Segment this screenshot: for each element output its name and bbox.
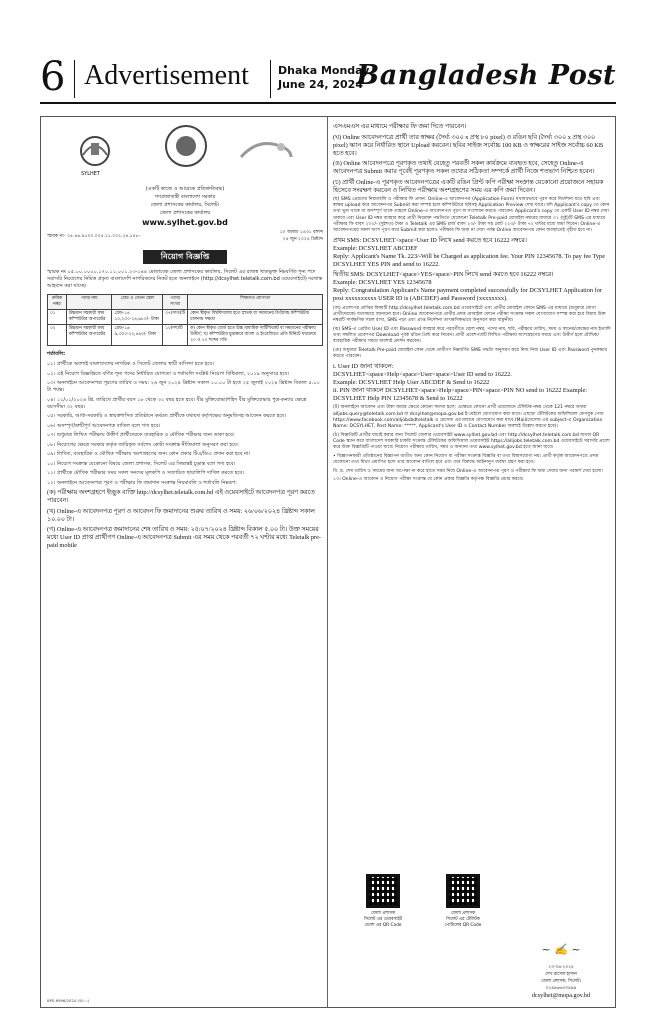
header-website[interactable]: www.sylhet.gov.bd <box>142 218 228 227</box>
masthead <box>40 52 616 104</box>
sms-reply-2: Reply: Congratulation Applicant's Name payment completed successfully for DCSYLHET Application for post xxxxxxxxxx USER ID is (ABCDEF) and Password (xxxxxxxx). <box>333 287 602 303</box>
list-item: বি. দ্র. শেষ তারিখ ও সময়ের জন্য অপেক্ষা না করে হাতে সময় নিয়ে Online-এ আবেদনপত্র পূরণ ও পরীক্ষার ফি জমা দেয়ার জন্য পরামর্শ দেয়া হলো। <box>333 468 604 474</box>
sms-example-2: Example: DCSYLHET YES 12345678 <box>333 279 432 287</box>
qr-caption: জেলা প্রশাসক <box>370 911 396 916</box>
table-cell: গ্রেড-১৬ ৯,৩০০-২২,৪৯০/- টাকা <box>112 325 163 346</box>
sms-reply-1: Reply: Applicant's Name Tk. 223/-Will be Charged as application fee. Your PIN 12345678. To pay fee Type DCSYLHET YES PIN and send to 16222. <box>333 252 606 268</box>
memo-date-bangla: ১০ আষাঢ় ১৪৩১ বঙ্গাব্দ <box>279 230 323 235</box>
sms-instruction-1: প্রথম SMS: DCSYLHET<space>User ID লিখে send করতে হবে 16222 নম্বরে। <box>333 236 527 244</box>
memo-number: স্মারক নং- ০৫.৪৬.৯১০০.০০৫.১১.০০২.২৪.১৪৮- <box>47 234 141 239</box>
table-cell: ১০(দশ)টি <box>163 325 188 346</box>
list-item: (ক) পরীক্ষায় অংশগ্রহণে ইচ্ছুক ব্যক্তি http://dcsylhet.teletalk.com.bd এই ওয়েবসাইটে আবেদনপত্র পূরণ করতে পারবেন। <box>47 489 315 504</box>
list-item: ১১। প্রার্থীকে মৌখিক পরীক্ষার সময় সকল সনদের মূলকপি ও সত্যায়িত ছায়ালিপি দাখিল করতে হবে। <box>47 470 244 476</box>
qr-caption: সিলেট এর টেলিটক <box>446 917 480 922</box>
table-cell: উচ্চমান সহকারী কাম কম্পিউটার অপারেটর <box>66 325 112 346</box>
qr-code-icon[interactable] <box>446 874 480 908</box>
government-seal-icon <box>165 125 207 167</box>
list-item: (ঞ) শুধুমাত্র Teletalk Pre-paid মোবাইল ফোন থেকে প্রার্থীগণ নিম্নবর্ণিত SMS পদ্ধতি অনুসরণ করে নিজ নিজ User ID এবং Password পুনরুদ্ধার করতে পারবেন। <box>333 347 608 360</box>
signer-date: ২৩-০৬-২০২৪ <box>548 965 574 970</box>
list-item: ০৫। সরকারি, আধা-সরকারি ও স্বায়ত্তশাসিত প্রতিষ্ঠানে কর্মরত প্রার্থীকে যথাযথ কর্তৃপক্ষের অনুমতিসহ আবেদন করতে হবে। <box>47 413 286 419</box>
table-header-row <box>48 295 323 310</box>
qr-caption: পোর্টালের QR Code <box>444 923 482 928</box>
list-item: (ছ) SMS প্রেরণের নিয়মাবলি ও পরীক্ষার ফি প্রদান: Online-এ আবেদনপত্র (Application Form) যথাযথভাবে পূরণ করে নির্দেশনা মতে ছবি এবং স্বাক্ষর upload করে আবেদনপত্র Submit করা সম্পন্ন হলে কম্পিউটারে ছবিসহ Application Preview দেখা যাবে। যদি Applicant's copy তে কোন তথ্য ভুল থাকে বা অসম্পূর্ণ থাকে তাহলে Online-এ আবেদনপত্র পূরণ বা সংশোধন করতে পারবেন। Applicant's copy তে একটি User ID নম্বর দেয়া থাকবে এবং User ID নম্বর ব্যবহার করে প্রার্থী নিম্নোক্ত পদ্ধতিতে যেকোনো Teletalk Pre-paid মোবাইল নম্বরের মাধ্যমে ০২ (দুই)টি SMS এর মাধ্যমে পরীক্ষার ফি বাবদ ২০০/- (দুইশত) টাকা ও Teletalk এর SMS চার্জ বাবদ ২৩/- টাকা সহ মোট ২২৩/- টাকা ৭২ ঘণ্টার মধ্যে জমা দিবেন। Online-এ আবেদনপত্রের সকল অংশ পূরণ করে Submit করা হলেও পরীক্ষার ফি জমা না দেয়া পর্যন্ত Online আবেদনপত্র কোন অবস্থাতেই গৃহীত হবে না। <box>333 197 610 234</box>
right-column <box>333 123 611 1001</box>
list-item: (জ) প্রবেশপত্র প্রাপ্তির বিষয়টি http://dcsylhet.teletalk.com.bd ওয়েবসাইটে এবং প্রার্থীর মোবাইল ফোনে SMS এর মাধ্যমে (শুধুমাত্র যোগ্য প্রার্থীদেরকে) যথাসময়ে জানানো হবে। Online আবেদনপত্রে প্রার্থীর প্রদত্ত মোবাইল ফোনে পরীক্ষা সংক্রান্ত সকল যোগাযোগ সম্পন্ন করা হবে বিধায় উক্ত নম্বরটি সার্বক্ষণিক সচল রাখা, SMS পড়া এবং প্রাপ্ত নির্দেশনা তাৎক্ষণিকভাবে অনুসরণ করা বাঞ্ছনীয়। <box>333 305 606 324</box>
header-government: গণপ্রজাতন্ত্রী বাংলাদেশ সরকার <box>154 194 216 200</box>
posts-table <box>47 294 323 346</box>
list-item: ০১। প্রার্থীকে অবশ্যই বাংলাদেশের নাগরিক ও সিলেট জেলার স্থায়ী বাসিন্দা হতে হবে। <box>47 361 215 367</box>
signer-email[interactable]: dcsylhet@mopa.gov.bd <box>531 992 591 999</box>
office-header <box>47 185 323 229</box>
table-row <box>48 310 323 325</box>
list-item: ০৪। ১১/০১/২০২৪ খ্রি. তারিখে প্রার্থীর বয়স ১৮ থেকে ৩২ বছর হতে হবে। বীর মুক্তিযোদ্ধা/শহিদ বীর মুক্তিযোদ্ধার পুত্র-কন্যার ক্ষেত্রে বয়সসীমা ৩২ বছর। <box>47 396 307 410</box>
qr-code-teletalk[interactable] <box>433 874 493 929</box>
list-item: ০৮। নিয়োগের ক্ষেত্রে সরকার কর্তৃক জারিকৃত সর্বশেষ কোটা সংক্রান্ত নীতিমালা অনুসরণ করা হবে। <box>47 441 239 448</box>
list-item: এসএমএস এর মাধ্যমে পরীক্ষার ফি জমা দিতে পারবেন। <box>333 123 467 130</box>
recover-user-id-example: Example: DCSYLHET Help User ABCDEF & Send to 16222 <box>333 378 490 386</box>
qr-caption: সিলেট এর ওয়েবসাইট <box>363 917 403 922</box>
list-item: (ঠ) বিজ্ঞপ্তিটি প্রার্থীর যাচাই করার জন্য সিলেট জেলার ওয়েবসাইট www.sylhet.gov.bd এবং http://dcsylhet.teletalk.com.bd অথবা QR Code স্ক্যান করে বাংলাদেশ সরকারি চাকরি সংক্রান্ত টেলিটকের অফিসিয়াল ওয়েবসাইট https://alljobs.teletalk.com.bd ওয়েবসাইটে সরাসরি প্রবেশ করে উক্ত বিজ্ঞপ্তিটি পাওয়া যাবে। নিয়োগ পরীক্ষার তারিখ, সময় ও অন্যান্য তথ্য www.sylhet.gov.bd হতে জানা যাবে। <box>333 432 610 451</box>
sms-instruction-2: দ্বিতীয় SMS: DCSYLHET<space>YES<space>PIN লিখে send করতে হবে 16222 নম্বরে। <box>333 271 554 279</box>
signer-name: শেখ রাসেল হাসান <box>545 972 577 977</box>
newspaper-logo: Bangladesh Post <box>356 60 616 91</box>
list-item: (খ) Online-এ আবেদনপত্র পূরণ ও আবেদন ফি জমাদানের শুরুর তারিখ ও সময়: ২৬/০৬/২০২৪ খ্রিষ্টাব্দ সকাল ১০.০০ টা। <box>47 507 315 523</box>
left-column <box>47 123 323 1001</box>
intro-paragraph: স্মারক নং ০৫.০০.০০০০.১৭০.১১.০০১.২৩-১৪৪ মোতাবেক জেলা প্রশাসকের কার্যালয়, সিলেট এর রাজস্ব খাতভুক্ত নিম্নবর্ণিত শূন্য পদে সরাসরি নিয়োগের নিমিত্ত প্রকৃত বাংলাদেশি নাগরিকদের নিকট হতে অনলাইনে (http://dcsylhet.teletalk.com.bd ওয়েবসাইটে) দরখাস্ত আহবান করা যাচ্ছে। <box>47 269 323 289</box>
recover-user-id-command: DCSYLHET<space>Help<space>User<space>User ID send to 16222. <box>333 370 512 378</box>
masthead-divider <box>270 60 271 98</box>
conditions-list <box>47 361 323 487</box>
page-number: 6 <box>40 54 66 100</box>
notice-title: নিয়োগ বিজ্ঞপ্তি <box>143 250 227 264</box>
qr-code-website[interactable] <box>353 874 413 929</box>
list-item: ১৩। Online-এ আবেদন ও নিয়োগ পরীক্ষা সংক্রান্ত যে কোন প্রকার বিজ্ঞপ্তি কর্তৃপক্ষ বিজ্ঞপ্তি প্রচার করবে। <box>333 477 524 483</box>
table-cell: ক) কোন স্বীকৃত বোর্ড হতে উচ্চ মাধ্যমিক সার্টিফিকেট বা সমমানের পরীক্ষায় উত্তীর্ণ; খ) কম্পিউটার মুদ্রাক্ষরে বাংলা ও ইংরেজিতে প্রতি মিনিটে যথাক্রমে ২০ ও ২০ শব্দের গতি <box>188 325 323 346</box>
warning-note: • বিজ্ঞাপনকারী প্রতিষ্ঠানের বিজ্ঞাপন ব্যতীত অন্য কোন নিয়োগ বা পরীক্ষা সংক্রান্ত বিজ্ঞপ্তি বা তথ্য বিশ্বাসযোগ্য নয়। প্রার্থী কর্তৃক আবেদনপত্রে প্রদত্ত যেকোনো তথ্য মিথ্যা প্রমাণিত হলে তার আবেদন বাতিল হবে এবং তার বিরুদ্ধে আইনানুগ ব্যবস্থা গ্রহণ করা হবে। <box>333 453 599 465</box>
table-header: পদের নাম <box>66 295 112 310</box>
list-item: ০৩। অনলাইনে আবেদনপত্র পূরণের তারিখ ও সময়: ২৬ জুন ২০২৪ খ্রিষ্টাব্দ সকাল ১০.০০ টা হতে ২৫ জুলাই ২০২৪ খ্রিষ্টাব্দ বিকাল ৫.০০ টা পর্যন্ত। <box>47 380 320 393</box>
memo-row <box>47 229 323 247</box>
list-item: (ঘ) Online আবেদনপত্রে প্রার্থী তার স্বাক্ষর (দৈর্ঘ্য ৩০০ x প্রস্থ ৮০ pixel) ও রঙিন ছবি (দৈর্ঘ্য ৩০০ x প্রস্থ ৩০০ pixel) স্ক্যান করে নির্ধারিত স্থানে Upload করবেন। ছবির সাইজ সর্বোচ্চ 100 KB ও স্বাক্ষরের সাইজ সর্বোচ্চ 60 KB হতে হবে। <box>333 133 604 157</box>
signer-phone: ০২৯৯৬৬৩৩৯৯৯ <box>545 986 577 991</box>
table-header: ক্রমিক নম্বর <box>48 295 67 310</box>
list-item: (চ) প্রার্থী Online-এ পূরণকৃত আবেদনপত্রের একটি রঙিন প্রিন্ট কপি পরীক্ষা সংক্রান্ত যেকোনো প্রয়োজনে সহায়ক হিসেবে সংরক্ষণ করবেন ও লিখিত পরীক্ষায় অংশগ্রহণের সময় এর কপি জমা দিবেন। <box>333 178 604 194</box>
qr-caption: জেলা প্রশাসক <box>450 911 476 916</box>
table-cell: ০৭(সাত)টি <box>163 310 188 325</box>
memo-date-english: ২৪ জুন ২০২৪ খ্রিষ্টাব্দ <box>282 237 323 242</box>
signer-title: জেলা প্রশাসক, সিলেট। <box>541 979 581 984</box>
table-header: শিক্ষাগত যোগ্যতা <box>188 295 323 310</box>
list-item: ০৯। লিখিত, ব্যবহারিক ও মৌখিক পরীক্ষায় অংশগ্রহণের জন্য কোন প্রকার টিএ/ডিএ প্রদান করা হবে না। <box>47 451 251 457</box>
online-rules <box>47 489 323 550</box>
table-cell: উচ্চমান সহকারী কাম কম্পিউটার অপারেটর <box>66 310 112 325</box>
table-cell: ০১ <box>48 310 67 325</box>
list-item: ০৬। অসম্পূর্ণ/ত্রুটিপূর্ণ আবেদনপত্র বাতিল বলে গণ্য হবে। <box>47 422 161 429</box>
logo-row <box>47 123 323 185</box>
city-day: Dhaka Monday <box>278 64 370 77</box>
memo-date <box>280 229 323 243</box>
sms-example-1: Example: DCSYLHET ABCDEF <box>333 244 418 252</box>
table-cell: কোন স্বীকৃত বিশ্ববিদ্যালয় হতে স্নাতক বা সমমানের ডিগ্রিসহ কম্পিউটার চালনায় দক্ষতা <box>188 310 323 325</box>
list-item: (গ) Online-এ আবেদনপত্র জমাদানের শেষ তারিখ ও সময়: ২৫/০৭/২০২৪ খ্রিষ্টাব্দ বিকাল ৫.০০ টা। উক্ত সময়ের মধ্যে User ID প্রাপ্ত প্রার্থীগণ Online-এ আবেদনপত্র Submit এর সময় থেকে পরবর্তী ৭২ ঘণ্টার মধ্যে Teletalk pre-paid mobile <box>47 526 321 549</box>
recover-user-id: i. User ID জানা থাকলে: <box>333 362 394 370</box>
signature-block <box>515 943 607 999</box>
list-item: ০৭। শুধুমাত্র লিখিত পরীক্ষায় উত্তীর্ণ প্রার্থীদেরকে ব্যবহারিক ও মৌখিক পরীক্ষার জন্য ডাকা হবে। <box>47 432 235 438</box>
header-tagline: (একটি কাজে ও আরেকে প্রতিশ্রুতিবদ্ধ) <box>145 186 225 192</box>
smart-bangladesh-logo-icon <box>237 137 295 163</box>
list-item: (ঝ) SMS-এ প্রেরিত User ID এবং Password ব্যবহার করে পরবর্তীতে রোল নম্বর, পদের নাম, ছবি, পরীক্ষার তারিখ, সময় ও স্থানের/কেন্দ্রের নাম ইত্যাদি তথ্য সম্বলিত প্রবেশপত্র Download পূর্বক রঙিন প্রিন্ট করে নিবেন। প্রার্থী প্রবেশপত্রটি লিখিত পরীক্ষায় অংশগ্রহণের সময়ে এবং উত্তীর্ণ হলে মৌখিক/ব্যবহারিক পরীক্ষার সময়ে অবশ্যই প্রদর্শন করবেন। <box>333 326 611 345</box>
table-cell: ০২ <box>48 325 67 346</box>
list-item: (ট) অনলাইনে আবেদন এবং টাকা জমার ক্ষেত্রে কোনো সমস্যা হলে: এক্ষেত্রে কোনো প্রার্থী প্রয়োজনে টেলিটক নম্বর থেকে 121 নম্বরে অথবা alljobs.query@teletalk.com.bd বা dcsylhet@mopa.gov.bd ই-মেইলে যোগাযোগ করা যাবে। এছাড়া টেলিটকের অফিশিয়াল ফেসবুক পেজ https://www.facebook.com/alljobsbdteletalk এ মেসেজ এর মাধ্যমে যোগাযোগ করা যাবে (Mail/মেসেজ এর subject-এ Organization Name: DCSYLHET, Post Name: *****, Applicant's User ID ও Contact Number অবশ্যই উল্লেখ করতে হবে)। <box>333 405 604 429</box>
advertisement <box>40 116 616 1008</box>
header-office: জেলা প্রশাসকের কার্যালয়, সিলেট। <box>150 202 220 208</box>
masthead-divider <box>74 60 75 98</box>
bottom-strip <box>333 853 611 1001</box>
signature-icon: ~ ✍ ~ <box>541 943 581 956</box>
qr-caption: প্রবেশ এর QR Code <box>364 923 402 928</box>
recover-pin: ii. PIN জানা থাকলে DCSYLHET<space>Help<space>PIN<space>PIN NO send to 16222 Example: DCSYLHET Help PIN 12345678 & Send to 16222 <box>333 386 588 402</box>
list-item: ১০। নিয়োগ সংক্রান্ত যেকোনো বিষয়ে জেলা প্রশাসক, সিলেট এর সিদ্ধান্তই চূড়ান্ত বলে গণ্য হবে। <box>47 460 236 467</box>
sylhet-logo-caption: SYLHET <box>81 171 100 177</box>
list-item: (ঙ) Online আবেদনপত্রে পূরণকৃত তথ্যই যেহেতু পরবর্তী সকল কার্যক্রমে ব্যবহৃত হবে, সেহেতু Online-এ আবেদনপত্র Submit করার পূর্বেই পূরণকৃত সকল তথ্যের সঠিকতা সম্পর্কে প্রার্থী নিজে শতভাগ নিশ্চিত হবেন। <box>333 160 595 175</box>
conditions-title: শর্তাবলি: <box>47 351 66 357</box>
list-item: ১২। অনলাইনে আবেদনপত্র পূরণ ও পরীক্ষার ফি জমাদান সংক্রান্ত নিয়মাবলি ও শর্তাবলি নিম্নরূপ: <box>47 479 237 486</box>
footer-code: BPS-6996/2024 (ক/১০) <box>47 998 90 1003</box>
section-title: Advertisement <box>84 60 249 91</box>
column-divider <box>327 117 328 1007</box>
table-header: পদের সংখ্যা <box>163 295 188 310</box>
table-row <box>48 325 323 346</box>
table-cell: গ্রেড-১৪ ১০,২০০-২৪,৬৮০/- টাকা <box>112 310 163 325</box>
table-header: গ্রেড ও বেতন স্কেল <box>112 295 163 310</box>
qr-code-icon[interactable] <box>366 874 400 908</box>
list-item: ০২। এই নিয়োগ বিজ্ঞপ্তিতে বর্ণিত শূন্য পদের নির্ধারিত যোগ্যতা ও শর্তাবলি সংশ্লিষ্ট নিয়োগ বিধিমালা, ২০১৯ অনুসারে হবে। <box>47 370 290 377</box>
header-office-2: জেলা প্রশাসকের কার্যালয় <box>159 210 211 216</box>
issue-date: June 24, 2024 <box>278 78 363 91</box>
